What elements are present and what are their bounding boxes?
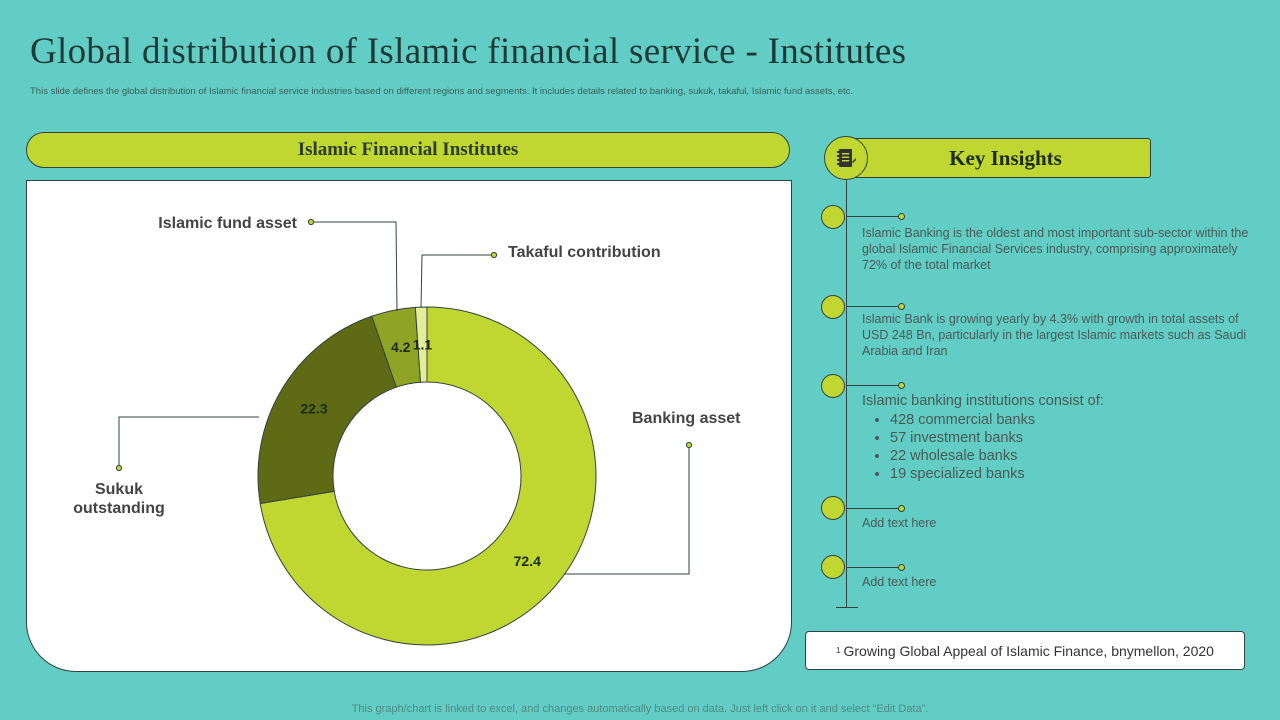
chart-edit-note: This graph/chart is linked to excel, and changes automatically based on data. Just left click on it and select “Edit Data”. [351, 703, 929, 715]
chart-panel-header [26, 132, 790, 168]
timeline-connector-2 [846, 306, 902, 307]
page-title: Global distribution of Islamic financial service - Institutes [30, 31, 907, 72]
leader-dot [116, 465, 121, 470]
leader-dot [308, 219, 313, 224]
footnote-text: Growing Global Appeal of Islamic Finance, bnymellon, 2020 [843, 642, 1214, 659]
insight-item-1: Islamic Banking is the oldest and most important sub-sector within the global Islamic Financial Services industry, comprising approximately 72% of the total market [862, 226, 1249, 272]
insight-bullet: • 22 wholesale banks [890, 447, 1254, 465]
chart-panel-title: Islamic Financial Institutes [297, 139, 519, 160]
chart-panel [26, 180, 792, 672]
data-label: 1.1 [412, 336, 433, 353]
donut-chart[interactable] [27, 181, 793, 673]
insight-item-5[interactable]: Add text here [862, 575, 937, 589]
timeline-dot-2 [821, 295, 845, 319]
leader-dot [686, 442, 691, 447]
insight-bullet: • 428 commercial banks [890, 411, 1254, 429]
data-label: 4.2 [391, 339, 411, 356]
category-label: Sukuk outstanding [73, 481, 165, 517]
timeline-connector-1 [846, 216, 902, 217]
timeline-dot-3 [821, 374, 845, 398]
leader-line [311, 222, 397, 311]
footnote-box [805, 631, 1245, 670]
insight-item-4[interactable]: Add text here [862, 516, 937, 530]
timeline-connector-3 [846, 385, 902, 386]
timeline-connector-4 [846, 508, 902, 509]
insight-item-2: Islamic Bank is growing yearly by 4.3% with growth in total assets of USD 248 Bn, particularly in the largest Islamic markets such as Saudi Arabia and Iran [862, 312, 1247, 358]
timeline-dot-5 [821, 555, 845, 579]
key-insights-header [846, 138, 1151, 178]
category-label: Banking asset [632, 410, 741, 427]
category-label: Takaful contribution [508, 244, 661, 261]
key-insights-badge [824, 136, 868, 180]
key-insights-title: Key Insights [949, 145, 1062, 170]
insight-bullet: • 57 investment banks [890, 429, 1254, 447]
leader-line [421, 255, 494, 308]
timeline-dot-4 [821, 496, 845, 520]
data-label: 72.4 [513, 553, 541, 570]
insight-bullet-list [862, 411, 1254, 483]
insight-bullet: • 19 specialized banks [890, 465, 1254, 483]
data-label: 22.3 [300, 400, 328, 417]
notepad-icon [835, 146, 857, 170]
leader-dot [491, 252, 496, 257]
timeline-end [836, 607, 858, 608]
page-subtitle: This slide defines the global distribution of Islamic financial service industries based on different regions and segments. It includes details related to banking, sukuk, takaful, Islamic fund assets, etc. [30, 86, 854, 97]
timeline-line [846, 178, 847, 608]
category-label: Islamic fund asset [158, 215, 297, 232]
leader-line [119, 417, 259, 468]
timeline-connector-5 [846, 567, 902, 568]
footnote-marker: 1 [836, 646, 841, 655]
insight-item-3-text: Islamic banking institutions consist of: [862, 393, 1104, 409]
timeline-dot-1 [821, 205, 845, 229]
insight-item-3 [862, 392, 1254, 483]
